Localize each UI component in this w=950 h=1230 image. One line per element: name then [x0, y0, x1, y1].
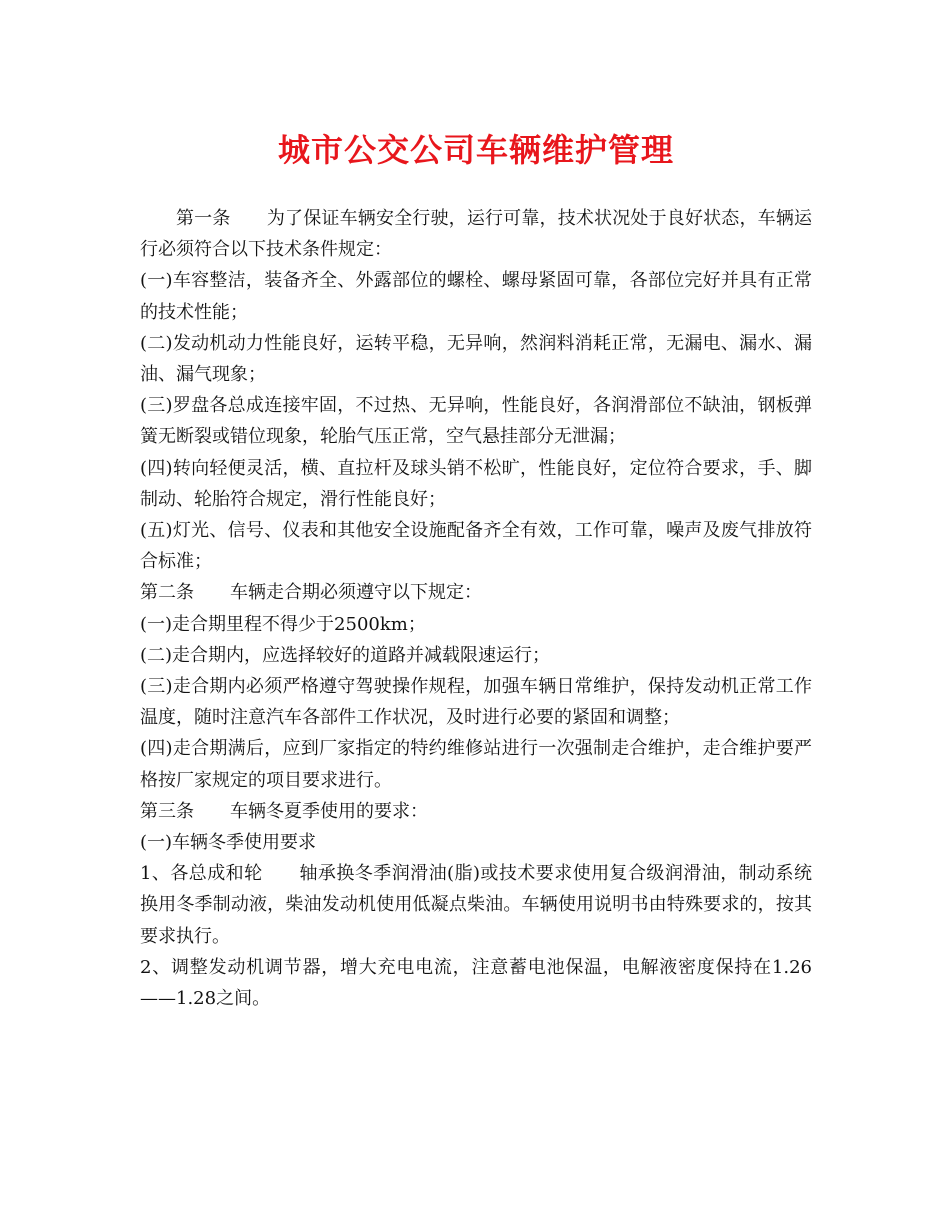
paragraph-item: (三)罗盘各总成连接牢固，不过热、无异响，性能良好，各润滑部位不缺油，钢板弹簧无断裂或错位现象，轮胎气压正常，空气悬挂部分无泄漏；: [140, 395, 812, 448]
document-body: [140, 203, 812, 1014]
paragraph-article-1: 第一条 为了保证车辆安全行驶，运行可靠，技术状况处于良好状态，车辆运行必须符合以下技术条件规定：: [140, 208, 812, 261]
paragraph-item: (三)走合期内必须严格遵守驾驶操作规程，加强车辆日常维护，保持发动机正常工作温度，随时注意汽车各部件工作状况，及时进行必要的紧固和调整；: [140, 676, 812, 729]
document-title: 城市公交公司车辆维护管理: [277, 131, 674, 169]
paragraph-item: (四)转向轻便灵活，横、直拉杆及球头销不松旷，性能良好，定位符合要求，手、脚制动、轮胎符合规定，滑行性能良好；: [140, 457, 812, 510]
paragraph-item: (二)走合期内，应选择较好的道路并减载限速运行；: [140, 644, 551, 666]
paragraph-item: (五)灯光、信号、仪表和其他安全设施配备齐全有效，工作可靠，噪声及废气排放符合标准；: [140, 520, 812, 573]
paragraph-item: (一)走合期里程不得少于2500km；: [140, 613, 426, 635]
paragraph-item: 2、调整发动机调节器，增大充电电流，注意蓄电池保温，电解液密度保持在1.26——1.28之间。: [140, 956, 812, 1010]
paragraph-subheading: (一)车辆冬季使用要求: [140, 832, 317, 854]
paragraph-item: (四)走合期满后，应到厂家指定的特约维修站进行一次强制走合维护，走合维护要严格按厂家规定的项目要求进行。: [140, 738, 812, 791]
paragraph-article-3: 第三条 车辆冬夏季使用的要求：: [140, 800, 428, 822]
document-page: [140, 128, 812, 1014]
paragraph-item: (一)车容整洁，装备齐全、外露部位的螺栓、螺母紧固可靠，各部位完好并具有正常的技术性能；: [140, 270, 812, 323]
paragraph-item: (二)发动机动力性能良好，运转平稳，无异响，然润料消耗正常，无漏电、漏水、漏油、漏气现象；: [140, 332, 812, 386]
paragraph-article-2: 第二条 车辆走合期必须遵守以下规定：: [140, 582, 482, 604]
paragraph-item: 1、各总成和轮 轴承换冬季润滑油(脂)或技术要求使用复合级润滑油，制动系统换用冬季制动液，柴油发动机使用低凝点柴油。车辆使用说明书由特殊要求的，按其要求执行。: [140, 863, 812, 947]
